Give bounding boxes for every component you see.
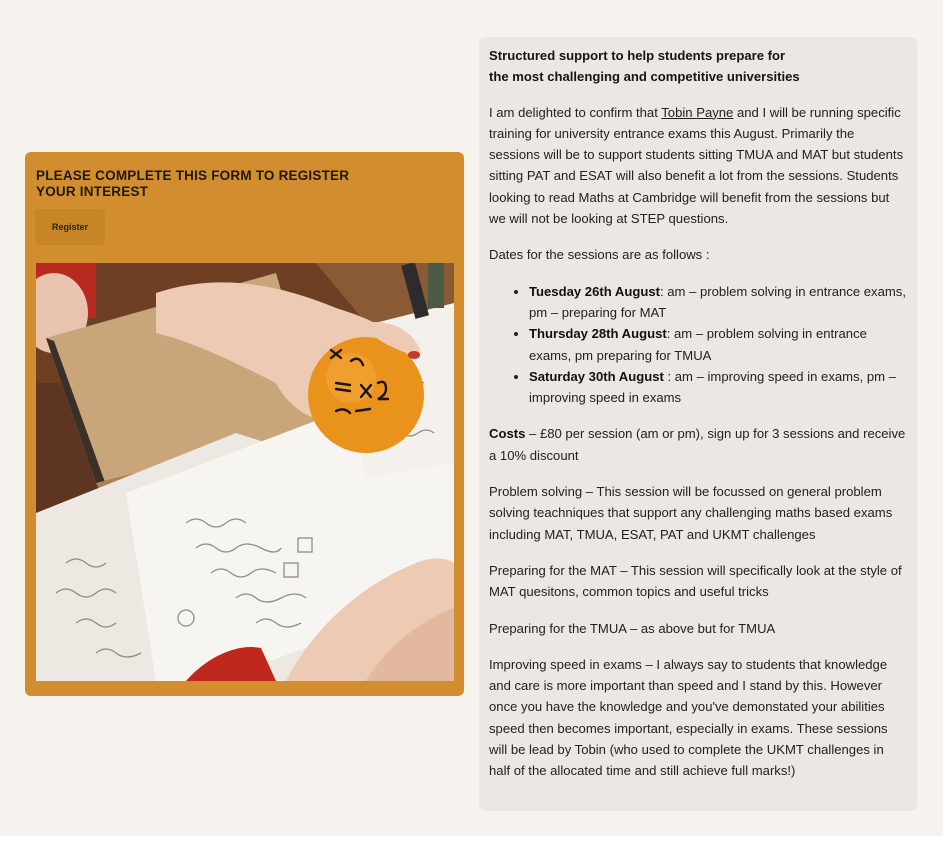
info-heading-line2: the most challenging and competitive universities: [489, 69, 800, 85]
session-desc: : am – problem solving in entrance exams, pm – preparing for MAT: [529, 283, 906, 320]
intro-paragraph: [489, 102, 907, 230]
session-desc: : am – problem solving in entrance exams, pm preparing for TMUA: [529, 326, 867, 363]
session-dates-list: [489, 281, 907, 409]
tobin-payne-link[interactable]: Tobin Payne: [661, 104, 734, 120]
form-title-line1: PLEASE COMPLETE THIS FORM TO REGISTER: [36, 168, 350, 183]
list-item: [529, 323, 907, 366]
register-interest-card: [25, 152, 464, 696]
costs-label: Costs: [489, 426, 526, 442]
intro-text-start: I am delighted to confirm that: [489, 104, 662, 120]
costs-paragraph: [489, 423, 907, 466]
form-title: [36, 168, 366, 200]
info-heading: [489, 45, 907, 88]
dates-intro: Dates for the sessions are as follows :: [489, 247, 710, 263]
session-date: Tuesday 26th August: [529, 283, 660, 299]
improving-speed-paragraph: Improving speed in exams – I always say to students that knowledge and care is more important than speed and I stand by this. However once you have the knowledge and you've demonstated your abilities speed then becomes important, especially in exams. These sessions will be lead by Tobin (who used to complete the UKMT challenges in half of the allocated time and still achieve full marks!): [489, 656, 888, 779]
register-button[interactable]: Register: [35, 209, 105, 245]
list-item: [529, 366, 907, 409]
course-info-card: [479, 37, 917, 811]
problem-solving-paragraph: Problem solving – This session will be focussed on general problem solving teachniques that support any challenging maths based exams including MAT, TMUA, ESAT, PAT and UKMT challenges: [489, 484, 893, 542]
form-title-line2: YOUR INTEREST: [36, 184, 149, 199]
info-heading-line1: Structured support to help students prepare for: [489, 48, 786, 63]
student-orange-maths-photo: [36, 263, 454, 681]
preparing-tmua-paragraph: Preparing for the TMUA – as above but for TMUA: [489, 620, 776, 636]
intro-text-end: and I will be running specific training for university entrance exams this August. Primarily the sessions will be to support students sitting TMUA and MAT but students sitting PAT and ESAT will also benefit a lot from the sessions. Students looking to read Maths at Cambridge will benefit from the sessions but we will not be looking at STEP questions.: [489, 104, 904, 227]
preparing-mat-paragraph: Preparing for the MAT – This session will specifically look at the style of MAT quesitons, common topics and useful tricks: [489, 562, 902, 600]
list-item: [529, 281, 907, 324]
session-date: Thursday 28th August: [529, 326, 667, 342]
session-desc: : am – improving speed in exams, pm – improving speed in exams: [529, 368, 896, 406]
session-date: Saturday 30th August: [529, 368, 664, 384]
bottom-divider: [0, 836, 943, 841]
costs-text: – £80 per session (am or pm), sign up for 3 sessions and receive a 10% discount: [489, 426, 906, 463]
